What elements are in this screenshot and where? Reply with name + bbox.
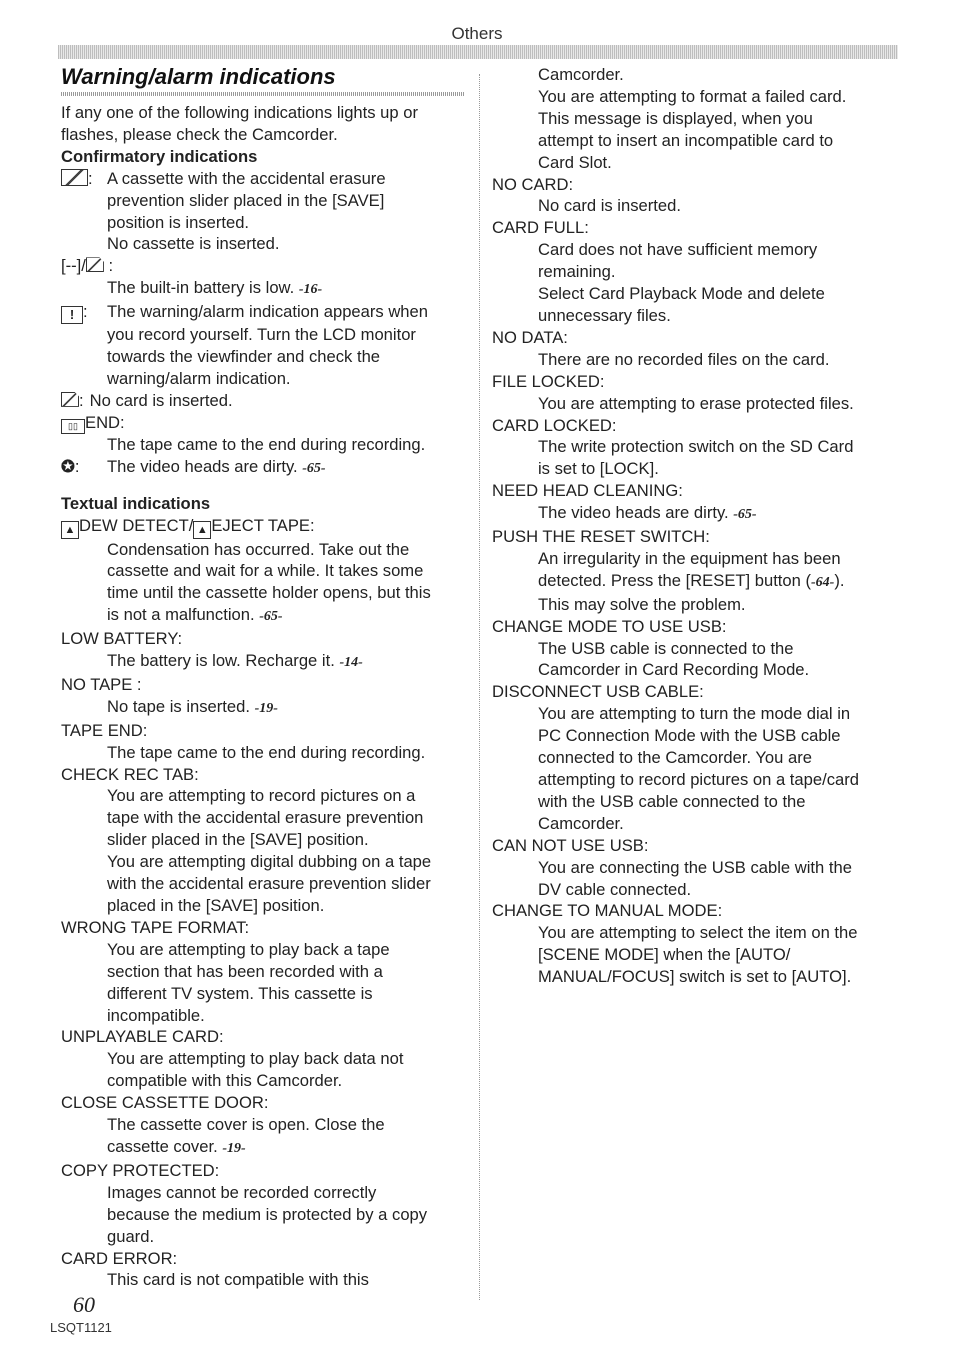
intro-text: If any one of the following indications lights up or flashes, please check the Camcorder. (61, 103, 418, 144)
disconnect-usb-line-6: Camcorder. (538, 813, 624, 833)
page-number: 60 (73, 1292, 95, 1317)
tape-end-label: END: (85, 412, 125, 432)
tape-end-message: The tape came to the end during recording. (107, 742, 426, 762)
manual-mode-line-3: MANUAL/FOCUS] switch is set to [AUTO]. (538, 967, 852, 987)
textual-heading: Textual indications (61, 493, 211, 513)
warning-indication: ! : The warning/alarm indication appears when (61, 301, 466, 324)
copy-protected-label: COPY PROTECTED: (61, 1160, 220, 1180)
warning-line-2: you record yourself. Turn the LCD monitor (107, 325, 416, 345)
title-underline (61, 92, 465, 96)
card-full-line-1: Card does not have sufficient memory (538, 240, 818, 260)
reset-line-3: This may solve the problem. (538, 594, 746, 614)
battery-symbol: [--]/ (61, 256, 86, 276)
page-ref: -65- (259, 609, 283, 625)
unplayable-line-1: You are attempting to play back data not (107, 1049, 404, 1069)
eject-icon: ▲ (193, 521, 211, 539)
disconnect-usb-line-4: attempting to record pictures on a tape/card (538, 770, 859, 789)
close-door-label: CLOSE CASSETTE DOOR: (61, 1093, 269, 1113)
cassette-line-2: prevention slider placed in the [SAVE] (107, 190, 385, 210)
manual-mode-label: CHANGE TO MANUAL MODE: (492, 901, 723, 921)
cassette-line-3: position is inserted. (107, 212, 250, 232)
page-ref: -19- (254, 700, 278, 716)
low-battery-label: LOW BATTERY: (61, 629, 183, 649)
card-indication: : No card is inserted. (61, 390, 466, 412)
cannot-usb-line-1: You are connecting the USB cable with the (538, 857, 852, 877)
card-full-line-4: unnecessary files. (538, 305, 671, 325)
page-title: Warning/alarm indications (61, 64, 336, 89)
check-rec-line-5: with the accidental erasure prevention slider (107, 874, 431, 894)
wrong-format-line-4: incompatible. (107, 1005, 205, 1025)
disconnect-usb-line-5: with the USB cable connected to the (538, 791, 806, 811)
cannot-usb-label: CAN NOT USE USB: (492, 835, 649, 855)
file-locked-label: FILE LOCKED: (492, 371, 605, 391)
tape-end-indication (61, 412, 466, 434)
no-data-label: NO DATA: (492, 327, 568, 347)
card-locked-line-1: The write protection switch on the SD Card (538, 437, 854, 457)
no-card-line-1: No card is inserted. (538, 196, 681, 216)
check-rec-line-6: placed in the [SAVE] position. (107, 896, 325, 915)
check-rec-line-1: You are attempting to record pictures on a (107, 786, 416, 806)
warning-line-3: towards the viewfinder and check the (107, 347, 381, 367)
dew-icon: ▲ (61, 521, 79, 539)
unplayable-label: UNPLAYABLE CARD: (61, 1027, 224, 1047)
card-full-line-2: remaining. (538, 262, 616, 282)
card-error-label: CARD ERROR: (61, 1248, 178, 1268)
no-tape-label: NO TAPE : (61, 674, 142, 694)
wrong-format-line-3: different TV system. This cassette is (107, 983, 373, 1003)
column-divider (479, 74, 480, 1300)
card-error-line-4: This message is displayed, when you (538, 108, 813, 128)
card-text: No card is inserted. (89, 390, 233, 410)
disconnect-usb-label: DISCONNECT USB CABLE: (492, 682, 704, 702)
battery-text: The built-in battery is low. -16- (107, 278, 323, 298)
card-full-line-3: Select Card Playback Mode and delete (538, 284, 825, 304)
wrong-format-label: WRONG TAPE FORMAT: (61, 917, 250, 937)
heads-text: The video heads are dirty. (107, 456, 298, 476)
card-error-line-3: You are attempting to format a failed card. (538, 86, 847, 106)
disconnect-usb-line-2: PC Connection Mode with the USB cable (538, 726, 841, 746)
disconnect-usb-line-3: connected to the Camcorder. You are (538, 748, 812, 768)
heads-indication: ✪: The video heads are dirty. -65- (61, 456, 326, 476)
warning-line-4: warning/alarm indication. (107, 368, 291, 388)
video-heads-icon: ✪ (61, 456, 75, 476)
check-rec-line-2: tape with the accidental erasure prevention (107, 808, 424, 828)
check-rec-line-4: You are attempting digital dubbing on a tape (107, 852, 432, 872)
cassette-line-1: A cassette with the accidental erasure (107, 168, 386, 188)
copy-protected-line-2: because the medium is protected by a copy (107, 1204, 428, 1224)
change-mode-label: CHANGE MODE TO USE USB: (492, 616, 727, 636)
reset-line-2: detected. Press the [RESET] button (-64-). (538, 570, 845, 590)
page-ref: -64- (811, 574, 835, 590)
card-error-line-5: attempt to insert an incompatible card to (538, 130, 834, 150)
card-full-label: CARD FULL: (492, 218, 589, 238)
cassette-line-4: No cassette is inserted. (107, 234, 280, 254)
right-column (492, 64, 897, 988)
cassette-indication: : A cassette with the accidental erasure (61, 168, 466, 190)
header-band (58, 45, 898, 59)
dew-line-3: time until the cassette holder opens, but this (107, 583, 431, 603)
change-mode-line-1: The USB cable is connected to the (538, 638, 794, 658)
manual-mode-line-1: You are attempting to select the item on the (538, 923, 858, 943)
page-ref: -65- (733, 507, 757, 523)
unplayable-line-2: compatible with this Camcorder. (107, 1071, 343, 1091)
card-error-line-1: This card is not compatible with this (107, 1270, 369, 1290)
left-column (61, 62, 466, 1291)
copy-protected-line-3: guard. (107, 1226, 155, 1246)
close-door-line-2: cassette cover. -19- (107, 1136, 246, 1156)
section-label: Others (451, 24, 503, 43)
reset-line-1: An irregularity in the equipment has been (538, 548, 841, 568)
card-icon (86, 257, 104, 272)
file-locked-line-1: You are attempting to erase protected files. (538, 393, 854, 413)
dew-indication: ▲ DEW DETECT/ ▲ EJECT TAPE: (61, 515, 466, 539)
change-mode-line-2: Camcorder in Card Recording Mode. (538, 660, 810, 680)
page-ref: -19- (222, 1140, 246, 1156)
no-tape-text: No tape is inserted. -19- (107, 696, 278, 716)
card-locked-line-2: is set to [LOCK]. (538, 459, 659, 479)
cassette-erasure-icon (61, 169, 88, 186)
page-ref: -16- (298, 282, 323, 298)
copy-protected-line-1: Images cannot be recorded correctly (107, 1182, 377, 1202)
battery-indication: [--]/ : (61, 256, 114, 276)
dew-line-4: is not a malfunction. -65- (107, 605, 283, 625)
tape-end-label: TAPE END: (61, 720, 148, 740)
head-cleaning-label: NEED HEAD CLEANING: (492, 481, 683, 501)
warning-icon: ! (61, 306, 83, 324)
no-card-icon (61, 392, 79, 407)
dew-line-2: cassette and wait for a while. It takes some (107, 561, 424, 581)
no-data-line-1: There are no recorded files on the card. (538, 349, 830, 369)
warning-line-1: The warning/alarm indication appears when (107, 302, 428, 322)
page-ref: -14- (339, 655, 363, 671)
head-cleaning-line-1: The video heads are dirty. -65- (538, 503, 757, 523)
wrong-format-line-1: You are attempting to play back a tape (107, 939, 390, 959)
card-error-line-6: Card Slot. (538, 152, 612, 172)
confirmatory-heading: Confirmatory indications (61, 146, 258, 166)
page-ref: -65- (302, 460, 326, 476)
check-rec-line-3: slider placed in the [SAVE] position. (107, 830, 369, 850)
close-door-line-1: The cassette cover is open. Close the (107, 1115, 385, 1135)
check-rec-label: CHECK REC TAB: (61, 764, 199, 784)
tape-end-text: The tape came to the end during recording. (107, 434, 426, 454)
low-battery-text: The battery is low. Recharge it. -14- (107, 651, 363, 671)
no-card-label: NO CARD: (492, 174, 574, 194)
reset-label: PUSH THE RESET SWITCH: (492, 527, 710, 547)
card-error-line-2: Camcorder. (538, 65, 624, 84)
disconnect-usb-line-1: You are attempting to turn the mode dial in (538, 704, 851, 724)
wrong-format-line-2: section that has been recorded with a (107, 961, 383, 981)
dew-line-1: Condensation has occurred. Take out the (107, 539, 410, 559)
card-locked-label: CARD LOCKED: (492, 415, 617, 435)
cannot-usb-line-2: DV cable connected. (538, 879, 692, 899)
model-code: LSQT1121 (50, 1320, 112, 1335)
manual-mode-line-2: [SCENE MODE] when the [AUTO/ (538, 945, 791, 965)
tape-end-icon: ▯▯ (61, 419, 85, 434)
